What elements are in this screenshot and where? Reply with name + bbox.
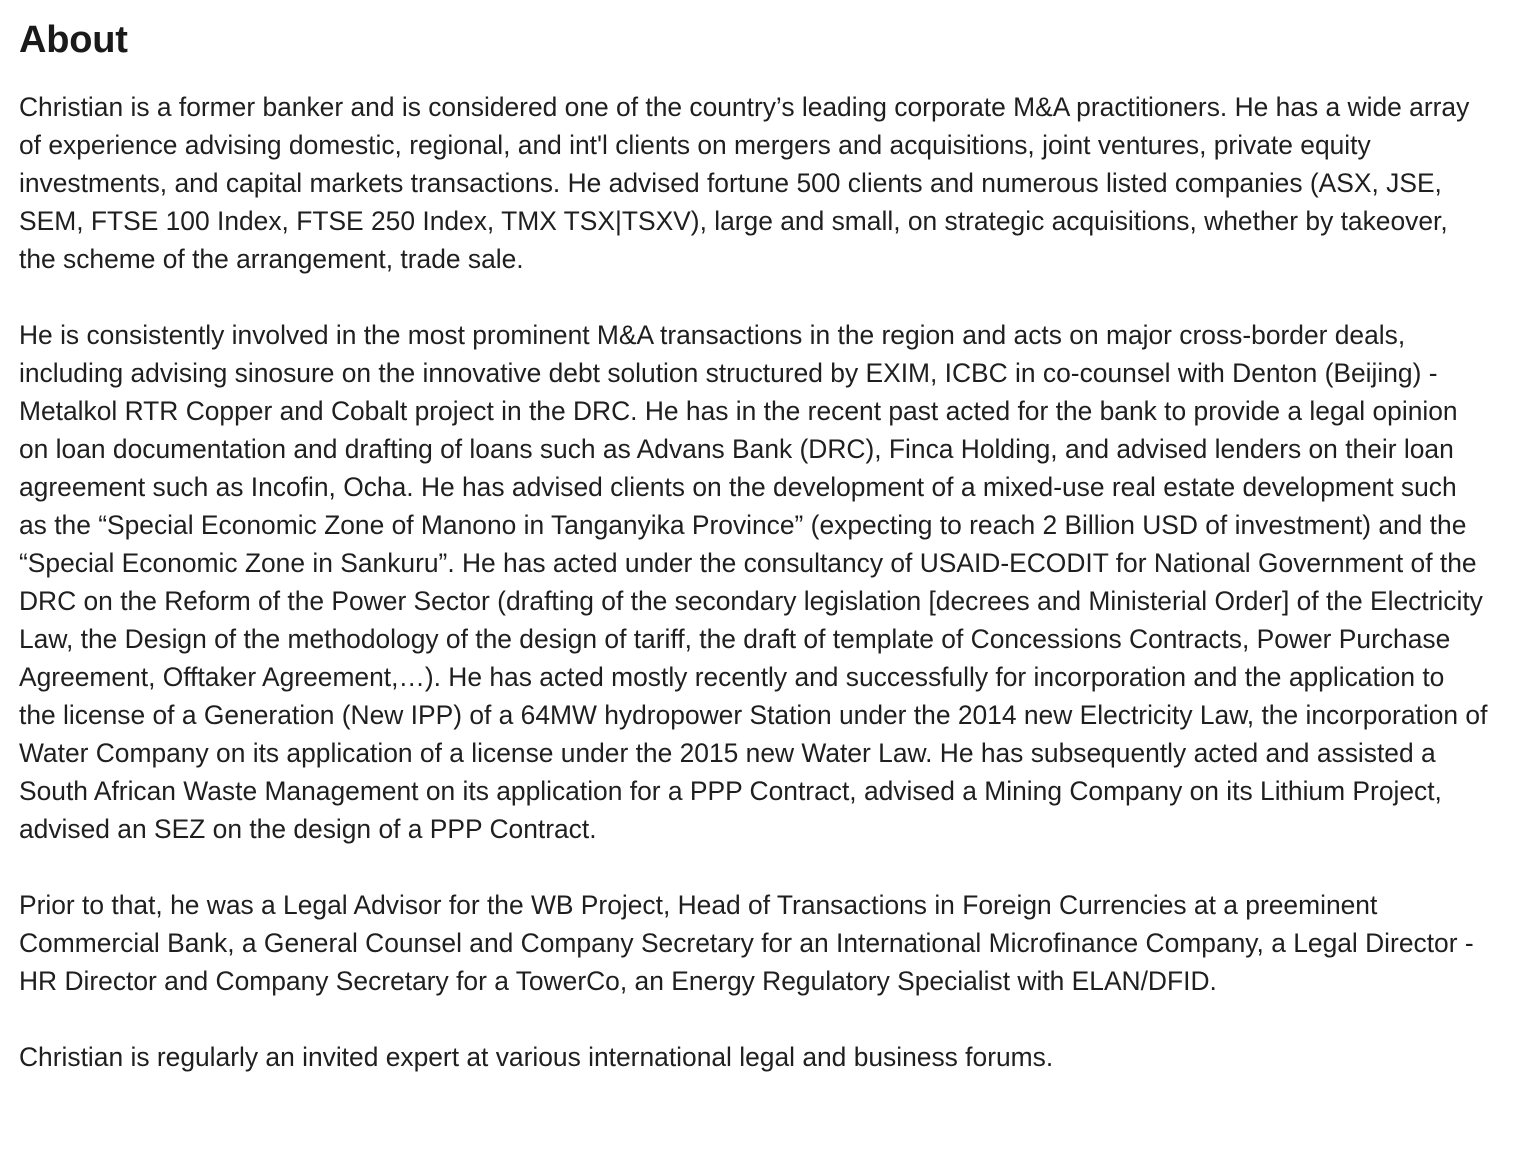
about-paragraph: He is consistently involved in the most prominent M&A transactions in the region and acts on major cross-border deals, including advising sinosure on the innovative debt solution structured by EXIM, ICBC in co-counsel with Denton (Beijing) - Metalkol RTR Copper and Cobalt project in the DRC. He has in the recent past acted for the bank to provide a legal opinion on loan documentation and drafting of loans such as Advans Bank (DRC), Finca Holding, and advised lenders on their loan agreement such as Incofin, Ocha. He has advised clients on the development of a mixed-use real estate development such as the “Special Economic Zone of Manono in Tanganyika Province” (expecting to reach 2 Billion USD of investment) and the “Special Economic Zone in Sankuru”. He has acted under the consultancy of USAID-ECODIT for National Government of the DRC on the Reform of the Power Sector (drafting of the secondary legislation [decrees and Ministerial Order] of the Electricity Law, the Design of the methodology of the design of tariff, the draft of template of Concessions Contracts, Power Purchase Agreement, Offtaker Agreement,…). He has acted mostly recently and successfully for incorporation and the application to the license of a Generation (New IPP) of a 64MW hydropower Station under the 2014 new Electricity Law, the incorporation of Water Company on its application of a license under the 2015 new Water Law. He has subsequently acted and assisted a South African Waste Management on its application for a PPP Contract, advised a Mining Company on its Lithium Project, advised an SEZ on the design of a PPP Contract. — [19, 320, 1488, 844]
about-paragraph: Prior to that, he was a Legal Advisor for the WB Project, Head of Transactions in Foreign Currencies at a preeminent Commercial Bank, a General Counsel and Company Secretary for an International Microfinance Company, a Legal Director - HR Director and Company Secretary for a TowerCo, an Energy Regulatory Specialist with ELAN/DFID. — [19, 890, 1474, 996]
about-heading: About — [19, 19, 128, 61]
about-paragraph: Christian is a former banker and is considered one of the country’s leading corporate M&A practitioners. He has a wide array of experience advising domestic, regional, and int'l clients on mergers and acquisitions, joint ventures, private equity investments, and capital markets transactions. He advised fortune 500 clients and numerous listed companies (ASX, JSE, SEM, FTSE 100 Index, FTSE 250 Index, TMX TSX|TSXV), large and small, on strategic acquisitions, whether by takeover, the scheme of the arrangement, trade sale. — [19, 92, 1470, 274]
about-section — [19, 14, 1488, 1076]
about-paragraph: Christian is regularly an invited expert at various international legal and business forums. — [19, 1042, 1054, 1072]
